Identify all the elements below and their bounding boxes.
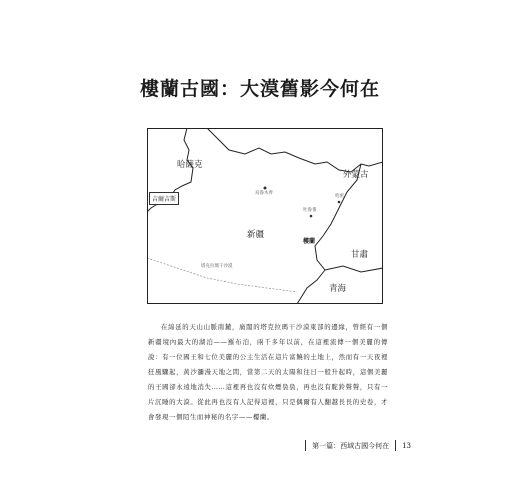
footer-divider bbox=[305, 440, 306, 451]
label-kyrgyzstan: 吉爾吉斯 bbox=[149, 192, 179, 205]
label-urumqi: 烏魯木齊 bbox=[255, 191, 273, 196]
label-inner-mongolia: 外蒙古 bbox=[343, 170, 369, 180]
label-qinghai: 青海 bbox=[329, 284, 347, 294]
page-footer bbox=[305, 440, 411, 451]
label-hami: 哈密 bbox=[335, 194, 344, 199]
body-paragraph: 在綿延的天山山脈南麓，廣闊的塔克拉瑪干沙漠東部的邊緣，曾經有一個新疆境內最大的湖泊——羅布泊，兩千多年以前，在這裡流傳一個美麗的傳說：有一位國王和七位美麗的公主生活在這片富饒的土地上，然而有一天夜裡狂風驟起，黃沙瀰漫天地之間，當第二天的太陽和往日一般升起時，這個美麗的王國卻永遠地消失……這裡再也沒有炊煙裊裊，再也沒有駝鈴聲聲，只有一片沉睡的大漠。從此再也沒有人記得這裡，只是偶爾有人翻越長長的史卷，才會發現一個陌生而神秘的名字——樓蘭。 bbox=[148, 323, 388, 421]
label-gansu: 甘肅 bbox=[351, 250, 369, 260]
map-figure bbox=[147, 128, 383, 304]
footer-section-title: 第一篇：西域古國今何在 bbox=[312, 441, 390, 450]
footer-divider bbox=[395, 440, 396, 451]
map-borders bbox=[147, 128, 383, 304]
page-title: 樓蘭古國：大漠舊影今何在 bbox=[139, 78, 380, 100]
label-turpan: 吐魯番 bbox=[303, 208, 317, 213]
label-kazakhstan: 哈薩克 bbox=[177, 160, 203, 170]
label-loulan: 樓蘭 bbox=[303, 238, 316, 245]
label-xinjiang: 新疆 bbox=[247, 230, 265, 240]
label-taklamakan: 塔克拉瑪干沙漠 bbox=[201, 264, 233, 269]
page-number: 13 bbox=[402, 441, 411, 450]
